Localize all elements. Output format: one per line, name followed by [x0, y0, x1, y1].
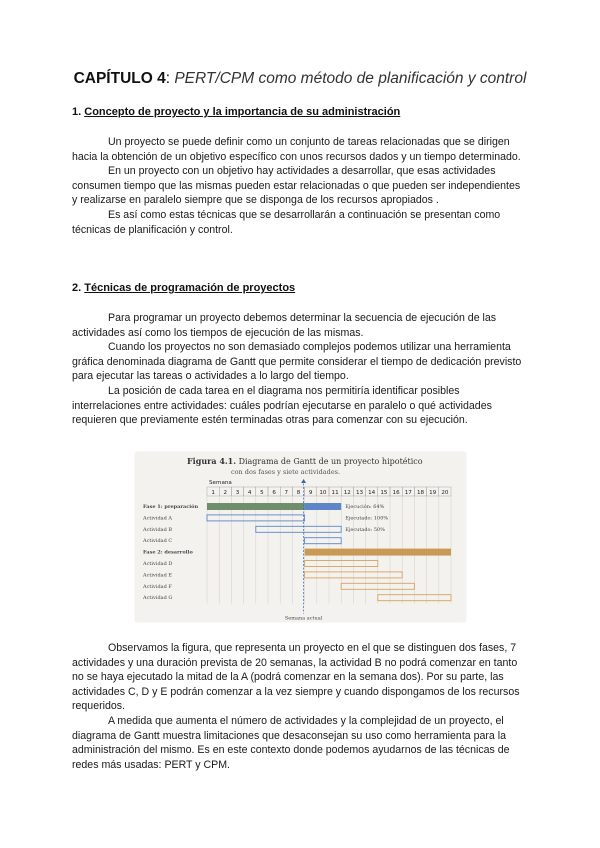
week-axis-label: Semana [209, 480, 232, 486]
chapter-subtitle: PERT/CPM como método de planificación y control [174, 70, 527, 87]
gantt-bar-planned [305, 503, 342, 510]
chapter-separator: : [165, 70, 171, 87]
section-3-paragraph: Observamos la figura, que representa un proyecto en el que se distinguen dos fases, 7 actividades y una duración prevista de 20 semanas, la actividad B no podrá comenzar en tanto no se haya ejecutado la mitad de la A (podrá comenzar en la semana dos). Por su parte, las actividades C, D y E podrán comenzar a la vez siempre y cuando dispongamos de los recursos requeridos. [72, 642, 520, 713]
week-tick-label: 12 [343, 490, 351, 496]
section-3-body [72, 641, 528, 772]
week-tick-label: 1 [211, 490, 215, 496]
gantt-bar [305, 549, 451, 556]
week-tick-label: 3 [235, 490, 240, 496]
section-3-paragraph: A medida que aumenta el número de actividades y la complejidad de un proyecto, el diagrama de Gantt muestra limitaciones que desaconsejan su uso como herramienta para la administración del mismo. Es en este contexto donde podemos ayudarnos de las técnicas de redes más usadas: PERT y CPM. [72, 714, 510, 771]
section-1-title: Concepto de proyecto y la importancia de su administración [84, 106, 401, 118]
week-tick-label: 6 [272, 490, 276, 496]
week-tick-label: 9 [308, 490, 313, 496]
section-2-paragraph: Para programar un proyecto debemos determinar la secuencia de ejecución de las actividades así como los tiempos de ejecución de las mismas. [72, 312, 497, 339]
row-label: Actividad C [143, 538, 173, 545]
week-tick-label: 8 [296, 490, 301, 496]
week-tick-label: 17 [404, 490, 412, 496]
week-tick-label: 19 [429, 490, 437, 496]
week-tick-label: 11 [331, 490, 339, 496]
section-2-paragraph: Cuando los proyectos no son demasiado complejos podemos utilizar una herramienta gráfica denominada diagrama de Gantt que permite considerar el tiempo de dedicación previsto para ejecutar las tareas o actividades a lo largo del tiempo. [72, 341, 522, 383]
week-tick-label: 4 [247, 490, 252, 496]
row-label: Actividad F [143, 583, 172, 590]
week-tick-label: 5 [260, 490, 264, 496]
current-week-arrow [301, 479, 306, 483]
week-tick-label: 15 [380, 490, 388, 496]
section-1-heading [72, 106, 400, 118]
gantt-bar-done [207, 503, 305, 510]
row-label: Actividad E [143, 572, 173, 579]
figure-subtitle: con dos fases y siete actividades. [231, 468, 341, 476]
section-2-number: 2. [72, 282, 82, 294]
gantt-chart [135, 452, 466, 622]
section-2-heading [72, 282, 295, 294]
section-1-paragraph: En un proyecto con un objetivo hay actividades a desarrollar, que esas actividades consumen tiempo que las mismas pueden estar relacionadas o que pueden ser independientes y realizarse en paralelo siempre que se disponga de los recursos apropiados . [72, 165, 521, 207]
figure-title: Figura 4.1. Diagrama de Gantt de un proyecto hipotético [187, 456, 423, 466]
section-2-paragraph: La posición de cada tarea en el diagrama nos permitiría identificar posibles interrelaciones entre actividades: cuáles podrían ejecutarse en paralelo o qué actividades requieren que previamente estén terminadas otras para comenzar con su ejecución. [72, 384, 492, 427]
row-label: Actividad D [143, 561, 173, 567]
week-tick-label: 7 [284, 490, 289, 496]
section-1-paragraph: Es así como estas técnicas que se desarrollarán a continuación se presentan como técnicas de planificación y control. [72, 208, 501, 236]
week-tick-label: 18 [416, 490, 425, 496]
section-1-body [72, 135, 528, 237]
week-tick-label: 20 [441, 490, 449, 496]
week-tick-label: 13 [355, 490, 364, 496]
week-tick-label: 14 [368, 490, 376, 496]
section-2-title: Técnicas de programación de proyectos [84, 282, 296, 294]
progress-note: Ejecutado: 100% [345, 515, 389, 522]
chapter-label: CAPÍTULO 4 [73, 70, 166, 87]
current-week-label: Semana actual [284, 615, 323, 622]
row-label: Fase 2: desarrollo [143, 549, 193, 556]
week-tick-label: 10 [319, 490, 327, 496]
row-label: Fase 1: preparación [143, 504, 199, 510]
section-2-body [72, 311, 528, 428]
row-label: Actividad A [143, 515, 173, 522]
week-tick-label: 2 [223, 490, 228, 496]
row-label: Actividad G [143, 595, 173, 602]
progress-note: Ejecutado: 50% [345, 526, 385, 533]
row-label: Actividad B [143, 526, 173, 533]
section-1-paragraph: Un proyecto se puede definir como un conjunto de tareas relacionadas que se dirigen hacia la obtención de un objetivo específico con unos recursos dados y un tiempo determinado. [72, 136, 521, 163]
gantt-bar [256, 526, 341, 532]
gantt-bar [305, 538, 342, 544]
section-1-number: 1. [72, 106, 82, 118]
week-tick-label: 16 [392, 490, 400, 496]
progress-note: Ejecución: 64% [345, 504, 385, 510]
chapter-heading [0, 70, 600, 88]
gantt-figure [135, 452, 466, 622]
